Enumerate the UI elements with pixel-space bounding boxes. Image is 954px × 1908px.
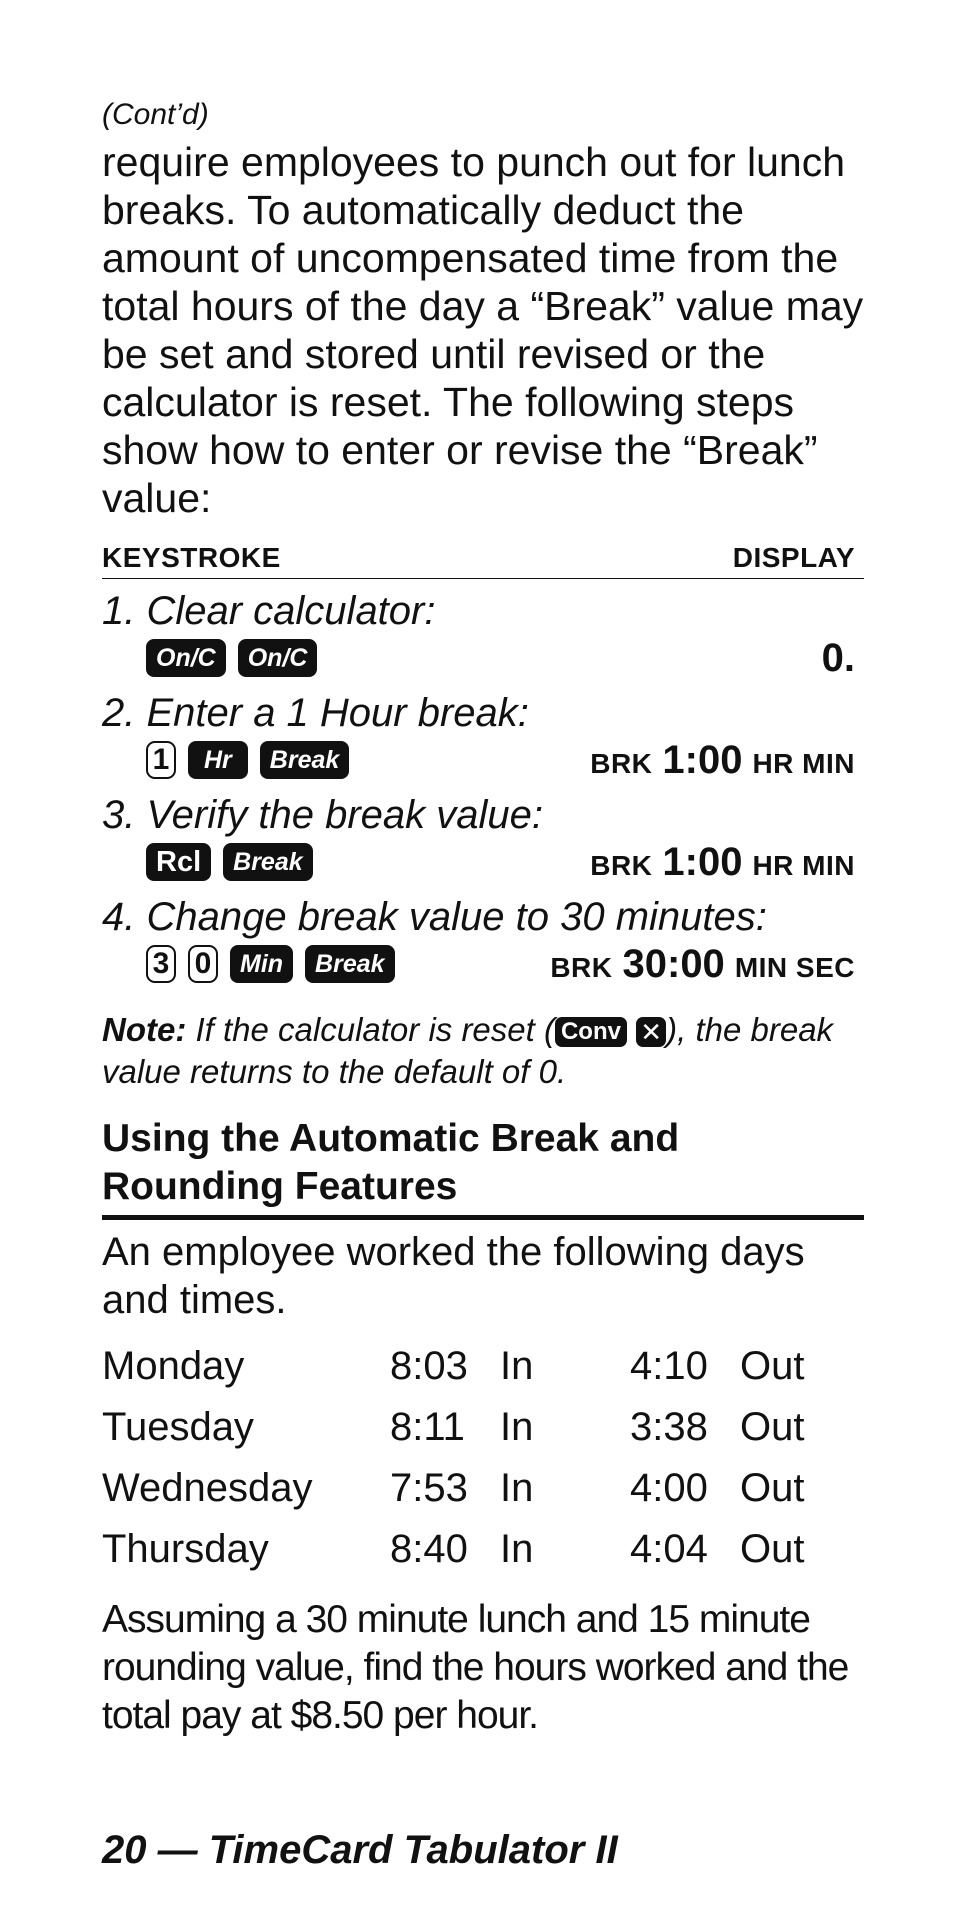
- keystroke-sequence: [146, 843, 313, 881]
- keystroke-sequence: [146, 945, 395, 983]
- time-row: [102, 1397, 864, 1458]
- time-table: [102, 1336, 864, 1580]
- employee-paragraph: An employee worked the following days and times.: [102, 1230, 805, 1322]
- multiply-key: ✕: [636, 1017, 666, 1047]
- break-key: Break: [260, 741, 350, 779]
- hr-key: Hr: [188, 741, 248, 779]
- step-title: 4. Change break value to 30 minutes:: [102, 895, 767, 939]
- display-readout: [822, 636, 855, 681]
- note: [102, 1009, 864, 1093]
- break-key: Break: [223, 843, 313, 881]
- display-value: 30:00: [622, 941, 725, 986]
- digit-0-key: 0: [188, 945, 218, 983]
- digit-1-key: 1: [146, 741, 176, 779]
- in-label: In: [500, 1344, 534, 1388]
- display-units: MIN SEC: [734, 951, 855, 983]
- in-label: In: [500, 1466, 534, 1510]
- out-time: 3:38: [630, 1405, 708, 1449]
- day: Tuesday: [102, 1405, 254, 1449]
- step-1: [102, 587, 864, 681]
- break-key: Break: [305, 945, 395, 983]
- out-time: 4:00: [630, 1466, 708, 1510]
- step-row: [102, 941, 864, 987]
- keystroke-header: KEYSTROKE: [102, 542, 281, 573]
- min-key: Min: [230, 945, 293, 983]
- time-row: [102, 1458, 864, 1519]
- out-label: Out: [740, 1344, 805, 1388]
- intro-paragraph: require employees to punch out for lunch breaks. To automatically deduct the amount of uncompensated time from the total hours of the day a “Break” value may be set and stored until revised or the calculator is reset. The following steps show how to enter or revise the “Break” value:: [102, 139, 864, 521]
- note-text-after: ), the break value returns to the default of 0.: [102, 1011, 834, 1090]
- page-footer: 20 — TimeCard Tabulator II: [102, 1828, 618, 1872]
- step-row: [102, 839, 864, 885]
- display-units: HR MIN: [752, 849, 855, 881]
- in-time: 7:53: [390, 1466, 468, 1510]
- in-time: 8:11: [390, 1405, 465, 1449]
- time-row: [102, 1336, 864, 1397]
- display-value: 1:00: [662, 839, 743, 884]
- display-value: 0.: [821, 635, 855, 680]
- continued-label: (Cont’d): [102, 98, 209, 131]
- note-text-before: If the calculator is reset (: [186, 1011, 555, 1048]
- step-row: [102, 737, 864, 783]
- display-prefix: BRK: [590, 849, 653, 881]
- display-readout: [550, 942, 855, 987]
- out-label: Out: [740, 1466, 805, 1510]
- step-2: [102, 689, 864, 783]
- manual-page: [102, 96, 864, 1740]
- out-time: 4:10: [630, 1344, 708, 1388]
- conv-key: Conv: [555, 1017, 627, 1047]
- problem-paragraph: Assuming a 30 minute lunch and 15 minute rounding value, find the hours worked and the total pay at $8.50 per hour.: [102, 1598, 849, 1737]
- step-row: [102, 635, 864, 681]
- keystroke-sequence: [146, 639, 317, 677]
- digit-3-key: 3: [146, 945, 176, 983]
- display-header: DISPLAY: [732, 542, 855, 573]
- display-readout: [590, 738, 855, 783]
- step-4: [102, 893, 864, 987]
- day: Wednesday: [102, 1466, 313, 1510]
- out-time: 4:04: [630, 1527, 708, 1571]
- in-label: In: [500, 1527, 534, 1571]
- on-c-key: On/C: [238, 639, 318, 677]
- note-label: Note:: [102, 1011, 187, 1048]
- section-title: Using the Automatic Break and Rounding Features: [102, 1115, 864, 1220]
- display-value: 1:00: [662, 737, 743, 782]
- display-prefix: BRK: [590, 747, 653, 779]
- step-title: 1. Clear calculator:: [102, 589, 436, 633]
- step-title: 3. Verify the break value:: [102, 793, 543, 837]
- in-label: In: [500, 1405, 534, 1449]
- day: Monday: [102, 1344, 245, 1388]
- display-readout: [590, 840, 855, 885]
- in-time: 8:03: [390, 1344, 468, 1388]
- day: Thursday: [102, 1527, 269, 1571]
- out-label: Out: [740, 1405, 805, 1449]
- keystroke-sequence: [146, 741, 349, 779]
- keystroke-table-header: [102, 542, 864, 579]
- on-c-key: On/C: [146, 639, 226, 677]
- in-time: 8:40: [390, 1527, 468, 1571]
- step-3: [102, 791, 864, 885]
- rcl-key: Rcl: [146, 843, 211, 881]
- display-units: HR MIN: [752, 747, 855, 779]
- out-label: Out: [740, 1527, 805, 1571]
- time-row: [102, 1519, 864, 1580]
- display-prefix: BRK: [550, 951, 613, 983]
- step-title: 2. Enter a 1 Hour break:: [102, 691, 529, 735]
